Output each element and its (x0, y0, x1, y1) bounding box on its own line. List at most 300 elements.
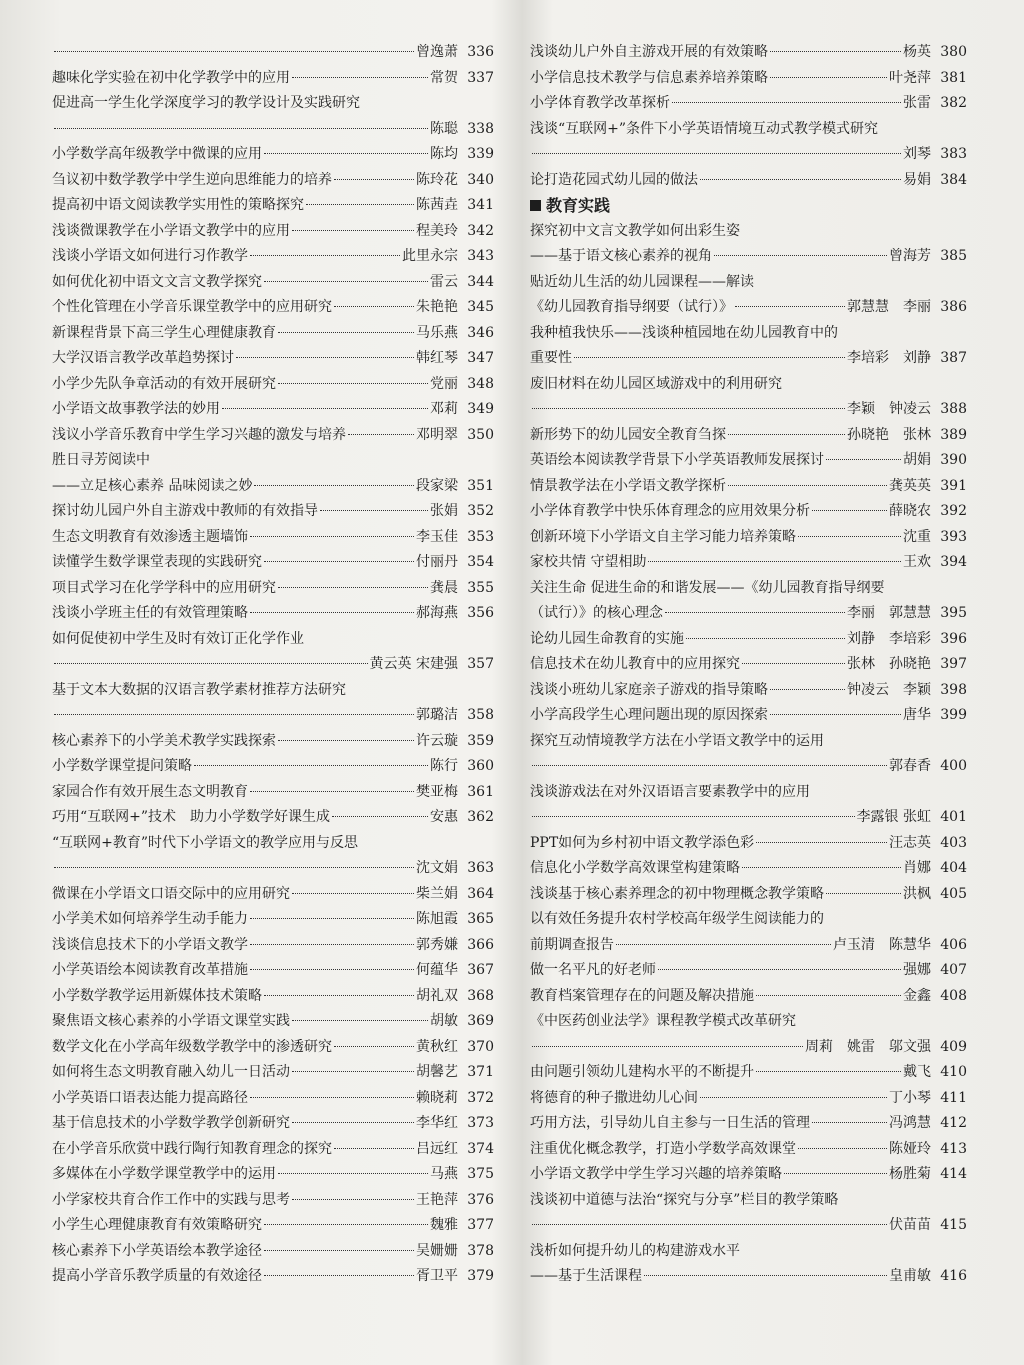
dot-leader (770, 51, 901, 52)
black-square-icon (530, 200, 541, 211)
toc-entry (52, 1239, 494, 1265)
entry-author: 此里永宗 (402, 248, 458, 264)
toc-entry (530, 270, 967, 296)
entry-title: 新课程背景下高三学生心理健康教育 (52, 324, 276, 341)
toc-entry (530, 142, 967, 168)
toc-entry (52, 601, 494, 627)
toc-entry (530, 1009, 967, 1035)
dot-leader (194, 765, 428, 766)
entry-page-number: 383 (940, 146, 967, 162)
entry-page-number: 389 (940, 426, 967, 443)
dot-leader (292, 230, 414, 231)
toc-entry (530, 754, 967, 780)
toc-entry (530, 1086, 967, 1112)
entry-title: “互联网+教育”时代下小学语文的教学应用与反思 (52, 834, 359, 851)
entry-author: 郭慧慧 李丽 (847, 299, 931, 315)
dot-leader (826, 459, 901, 460)
entry-author: 付丽丹 (416, 554, 458, 570)
toc-entry (52, 933, 494, 959)
entry-author: 李颖 钟凌云 (847, 401, 931, 417)
dot-leader (798, 536, 901, 537)
entry-page-number: 408 (940, 987, 967, 1004)
toc-entry (52, 270, 494, 296)
section-heading (530, 193, 967, 219)
toc-entry (530, 805, 967, 831)
entry-page-number: 346 (467, 324, 494, 341)
entry-author: 沈文娟 (416, 860, 458, 876)
entry-author: 郭秀嫌 (416, 936, 458, 953)
entry-page-number: 370 (467, 1038, 494, 1055)
entry-page-number: 344 (467, 273, 494, 290)
toc-entry (52, 295, 494, 321)
entry-page-number: 381 (940, 69, 967, 86)
toc-entry (530, 831, 967, 857)
toc-entry (52, 346, 494, 372)
entry-page-number: 393 (940, 528, 967, 545)
entry-title: 数学文化在小学高年级数学教学中的渗透研究 (52, 1038, 332, 1055)
toc-entry (52, 321, 494, 347)
entry-title: 小学少先队争章活动的有效开展研究 (52, 375, 276, 392)
entry-page-number: 406 (940, 936, 967, 953)
entry-author: 胡礼双 (416, 987, 458, 1004)
dot-leader (292, 893, 414, 894)
dot-leader (665, 612, 845, 613)
dot-leader (658, 969, 901, 970)
toc-entry (52, 40, 494, 66)
entry-page-number: 415 (940, 1217, 967, 1233)
entry-author: 汪志英 (889, 834, 931, 851)
dot-leader (756, 1071, 901, 1072)
entry-title: 核心素养下的小学美术教学实践探索 (52, 732, 276, 749)
entry-page-number: 404 (940, 860, 967, 876)
entry-title: 贴近幼儿生活的幼儿园课程——解读 (530, 273, 754, 290)
entry-page-number: 356 (467, 605, 494, 621)
entry-author: 常贺 (430, 69, 458, 86)
entry-title: 浅谈基于核心素养理念的初中物理概念教学策略 (530, 885, 824, 902)
toc-entry (530, 40, 967, 66)
entry-page-number: 372 (467, 1089, 494, 1106)
dot-leader (292, 77, 428, 78)
toc-entry (530, 1137, 967, 1163)
entry-author: 龚英英 (889, 477, 931, 494)
entry-page-number: 339 (467, 146, 494, 162)
section-title: 教育实践 (546, 196, 611, 215)
entry-author: 赖晓莉 (416, 1089, 458, 1106)
dot-leader (264, 995, 414, 996)
toc-entry (530, 168, 967, 194)
entry-title: 新形势下的幼儿园安全教育刍探 (530, 426, 726, 443)
entry-author: 钟凌云 李颖 (847, 681, 931, 698)
dot-leader (742, 663, 845, 664)
entry-page-number: 398 (940, 681, 967, 698)
dot-leader (264, 1250, 414, 1251)
entry-page-number: 377 (467, 1217, 494, 1233)
dot-leader (714, 255, 887, 256)
entry-title: 浅谈微课教学在小学语文教学中的应用 (52, 222, 290, 239)
toc-entry (530, 1162, 967, 1188)
entry-author: 冯鸿慧 (889, 1115, 931, 1131)
entry-title: 做一名平凡的好老师 (530, 962, 656, 978)
entry-title: 如何促使初中学生及时有效订正化学作业 (52, 630, 304, 647)
entry-author: 段家梁 (416, 477, 458, 494)
dot-leader (332, 816, 428, 817)
dot-leader (278, 1173, 428, 1174)
entry-page-number: 410 (940, 1064, 967, 1080)
entry-title: 创新环境下小学语文自主学习能力培养策略 (530, 528, 796, 545)
dot-leader (264, 561, 414, 562)
dot-leader (264, 1224, 428, 1225)
dot-leader (812, 510, 887, 511)
entry-author: 王艳萍 (416, 1191, 458, 1208)
entry-page-number: 352 (467, 503, 494, 519)
entry-title: 信息技术在幼儿教育中的应用探究 (530, 656, 740, 672)
entry-page-number: 412 (940, 1115, 967, 1131)
entry-title: 浅析如何提升幼儿的构建游戏水平 (530, 1242, 740, 1259)
entry-author: 易娟 (903, 171, 931, 188)
entry-title: 浅谈信息技术下的小学语文教学 (52, 936, 248, 953)
dot-leader (250, 1097, 414, 1098)
toc-entry (52, 244, 494, 270)
entry-title: 浅谈小班幼儿家庭亲子游戏的指导策略 (530, 681, 768, 698)
entry-author: 唐华 (903, 707, 931, 723)
entry-author: 曾海芳 (889, 248, 931, 264)
entry-author: 肖娜 (903, 860, 931, 876)
dot-leader (728, 485, 887, 486)
entry-author: 杨胜菊 (889, 1166, 931, 1182)
entry-author: 胥卫平 (416, 1268, 458, 1284)
entry-title: 巧用“互联网+”技术 助力小学数学好课生成 (52, 809, 331, 825)
entry-page-number: 362 (467, 809, 494, 825)
entry-title: ——基于语文核心素养的视角 (530, 248, 712, 264)
entry-page-number: 345 (467, 299, 494, 315)
toc-entry (52, 729, 494, 755)
entry-author: 皇甫敏 (889, 1268, 931, 1284)
dot-leader (292, 1020, 428, 1021)
entry-title: 个性化管理在小学音乐课堂教学中的应用研究 (52, 299, 332, 315)
entry-page-number: 354 (467, 554, 494, 570)
entry-title: 小学体育教学改革探析 (530, 95, 670, 111)
entry-title: 注重优化概念教学，打造小学数学高效课堂 (530, 1140, 796, 1157)
entry-title: 前期调查报告 (530, 936, 614, 953)
toc-entry (52, 1060, 494, 1086)
entry-page-number: 399 (940, 707, 967, 723)
entry-page-number: 369 (467, 1013, 494, 1029)
entry-title: 《幼儿园教育指导纲要（试行）》 (530, 299, 733, 315)
entry-title: 小学数学高年级教学中微课的应用 (52, 146, 262, 162)
entry-page-number: 378 (467, 1242, 494, 1259)
entry-page-number: 365 (467, 911, 494, 927)
toc-entry (52, 984, 494, 1010)
entry-title: 提高初中语文阅读教学实用性的策略探究 (52, 197, 304, 213)
entry-title: 关注生命 促进生命的和谐发展——《幼儿园教育指导纲要 (530, 579, 885, 596)
toc-entry (530, 397, 967, 423)
dot-leader (728, 434, 845, 435)
toc-entry (52, 1162, 494, 1188)
toc-entry (52, 958, 494, 984)
entry-title: 废旧材料在幼儿园区域游戏中的利用研究 (530, 375, 782, 392)
entry-author: 刘静 李培彩 (847, 630, 931, 647)
entry-title: 如何将生态文明教育融入幼儿一日活动 (52, 1064, 290, 1080)
entry-title: （试行）》的核心理念 (530, 605, 663, 621)
dot-leader (250, 944, 414, 945)
entry-title: 以有效任务提升农村学校高年级学生阅读能力的 (530, 911, 824, 927)
entry-page-number: 351 (467, 477, 494, 494)
dot-leader (334, 306, 414, 307)
entry-author: 马燕 (430, 1166, 458, 1182)
toc-entry (52, 831, 494, 857)
entry-title: 小学家校共育合作工作中的实践与思考 (52, 1191, 290, 1208)
entry-title: 家校共情 守望相助 (530, 554, 647, 570)
entry-author: 陈均 (430, 146, 458, 162)
toc-entry (530, 346, 967, 372)
dot-leader (264, 281, 428, 282)
toc-entry (52, 1009, 494, 1035)
entry-author: 戴飞 (903, 1064, 931, 1080)
entry-title: 论幼儿园生命教育的实施 (530, 630, 684, 647)
entry-author: 陈旭霞 (416, 911, 458, 927)
entry-page-number: 416 (940, 1268, 967, 1284)
entry-author: 雷云 (430, 273, 458, 290)
entry-author: 曾逸萧 (416, 44, 458, 60)
dot-leader (784, 1173, 887, 1174)
entry-title: 小学信息技术教学与信息素养培养策略 (530, 69, 768, 86)
entry-page-number: 349 (467, 401, 494, 417)
entry-author: 李丽 郭慧慧 (847, 605, 931, 621)
toc-entry (530, 423, 967, 449)
entry-title: 探究互动情境教学方法在小学语文教学中的运用 (530, 732, 824, 749)
dot-leader (700, 1097, 887, 1098)
entry-author: 李玉佳 (416, 528, 458, 545)
entry-page-number: 353 (467, 528, 494, 545)
toc-entry (530, 780, 967, 806)
entry-title: 论打造花园式幼儿园的做法 (530, 171, 698, 188)
entry-author: 吴姗姗 (416, 1242, 458, 1259)
dot-leader (334, 1046, 414, 1047)
entry-page-number: 366 (467, 936, 494, 953)
toc-entry (52, 627, 494, 653)
toc-entry (52, 576, 494, 602)
entry-author: 刘琴 (903, 146, 931, 162)
entry-title: 探究初中文言文教学如何出彩生姿 (530, 222, 740, 239)
entry-title: 家园合作有效开展生态文明教育 (52, 783, 248, 800)
entry-page-number: 357 (467, 656, 494, 672)
entry-author: 伏苗苗 (889, 1217, 931, 1233)
toc-entry (530, 958, 967, 984)
dot-leader (812, 1122, 887, 1123)
entry-title: 多媒体在小学数学课堂教学中的运用 (52, 1166, 276, 1182)
entry-title: ——立足核心素养 品味阅读之妙 (52, 477, 253, 494)
entry-title: 《中医药创业法学》课程教学模式改革研究 (530, 1013, 796, 1029)
entry-author: 沈重 (903, 528, 931, 545)
toc-entry (530, 474, 967, 500)
toc-entry (530, 448, 967, 474)
entry-page-number: 363 (467, 860, 494, 876)
dot-leader (532, 765, 887, 766)
dot-leader (532, 1224, 887, 1225)
toc-entry (52, 652, 494, 678)
entry-title: 探讨幼儿园户外自主游戏中教师的有效指导 (52, 503, 318, 519)
entry-title: 浅谈游戏法在对外汉语语言要素教学中的应用 (530, 783, 810, 800)
entry-page-number: 403 (940, 834, 967, 851)
dot-leader (532, 408, 845, 409)
toc-entry (530, 907, 967, 933)
entry-page-number: 407 (940, 962, 967, 978)
dot-leader (735, 306, 845, 307)
entry-author: 孙晓艳 张林 (847, 426, 931, 443)
entry-author: 柴兰娟 (416, 885, 458, 902)
entry-page-number: 348 (467, 375, 494, 392)
toc-entry (52, 448, 494, 474)
entry-page-number: 379 (467, 1268, 494, 1284)
toc-entry (530, 882, 967, 908)
toc-entry (52, 474, 494, 500)
entry-page-number: 401 (940, 809, 967, 825)
toc-entry (530, 1188, 967, 1214)
entry-title: 在小学音乐欣赏中践行陶行知教育理念的探究 (52, 1140, 332, 1157)
dot-leader (532, 816, 855, 817)
toc-entry (530, 703, 967, 729)
entry-author: 洪枫 (903, 885, 931, 902)
entry-author: 李培彩 刘静 (847, 350, 931, 366)
dot-leader (770, 714, 901, 715)
entry-page-number: 343 (467, 248, 494, 264)
entry-author: 樊亚梅 (416, 783, 458, 800)
dot-leader (798, 1148, 887, 1149)
toc-entry (530, 117, 967, 143)
toc-entry (52, 882, 494, 908)
entry-author: 陈行 (430, 758, 458, 774)
dot-leader (826, 893, 901, 894)
toc-entry (52, 66, 494, 92)
entry-author: 陈茜垚 (416, 197, 458, 213)
entry-page-number: 371 (467, 1064, 494, 1080)
entry-title: 浅谈“互联网+”条件下小学英语情境互动式教学模式研究 (530, 120, 879, 137)
dot-leader (54, 51, 414, 52)
entry-author: 丁小琴 (889, 1089, 931, 1106)
toc-entry (52, 1188, 494, 1214)
entry-author: 党丽 (430, 375, 458, 392)
toc-entry (530, 550, 967, 576)
entry-page-number: 382 (940, 95, 967, 111)
toc-right-bottom (530, 219, 967, 1290)
entry-page-number: 400 (940, 758, 967, 774)
toc-entry (530, 576, 967, 602)
toc-entry (52, 91, 494, 117)
entry-title: 浅议小学音乐教育中学生学习兴趣的激发与培养 (52, 426, 346, 443)
toc-entry (530, 372, 967, 398)
entry-page-number: 392 (940, 503, 967, 519)
toc-entry (530, 1111, 967, 1137)
dot-leader (686, 638, 845, 639)
dot-leader (264, 1275, 414, 1276)
entry-page-number: 387 (940, 350, 967, 366)
entry-page-number: 396 (940, 630, 967, 647)
dot-leader (616, 944, 831, 945)
dot-leader (306, 204, 414, 205)
dot-leader (292, 1199, 414, 1200)
entry-author: 韩红琴 (416, 350, 458, 366)
entry-page-number: 394 (940, 554, 967, 570)
entry-page-number: 367 (467, 962, 494, 978)
toc-entry (530, 1060, 967, 1086)
toc-right-top (530, 40, 967, 193)
entry-page-number: 409 (940, 1038, 967, 1055)
entry-author: 邓莉 (430, 401, 458, 417)
toc-entry (52, 117, 494, 143)
entry-title: 基于信息技术的小学数学教学创新研究 (52, 1115, 290, 1131)
entry-title: 小学数学教学运用新媒体技术策略 (52, 987, 262, 1004)
entry-page-number: 373 (467, 1115, 494, 1131)
toc-entry (52, 168, 494, 194)
toc-entry (52, 856, 494, 882)
entry-page-number: 338 (467, 120, 494, 137)
entry-title: 浅谈幼儿户外自主游戏开展的有效策略 (530, 44, 768, 60)
entry-author: 朱艳艳 (416, 299, 458, 315)
entry-page-number: 361 (467, 783, 494, 800)
dot-leader (334, 179, 414, 180)
dot-leader (250, 969, 414, 970)
entry-title: 胜日寻芳阅读中 (52, 452, 150, 468)
entry-page-number: 395 (940, 605, 967, 621)
entry-author: 金鑫 (903, 987, 931, 1004)
entry-author: 许云璇 (416, 732, 458, 749)
entry-author: 程美玲 (416, 222, 458, 239)
toc-entry (52, 219, 494, 245)
entry-author: 安惠 (430, 809, 458, 825)
entry-title: 如何优化初中语文文言文教学探究 (52, 273, 262, 290)
entry-author: 郝海燕 (416, 605, 458, 621)
entry-title: 小学语文教学中学生学习兴趣的培养策略 (530, 1166, 782, 1182)
dot-leader (254, 485, 414, 486)
entry-page-number: 413 (940, 1140, 967, 1157)
entry-page-number: 364 (467, 885, 494, 902)
entry-author: 卢玉清 陈慧华 (833, 936, 931, 953)
toc-entry (52, 372, 494, 398)
entry-author: 陈玲花 (416, 171, 458, 188)
entry-page-number: 368 (467, 987, 494, 1004)
toc-entry (530, 321, 967, 347)
entry-title: 聚焦语文核心素养的小学语文课堂实践 (52, 1013, 290, 1029)
dot-leader (278, 332, 414, 333)
entry-author: 魏雅 (430, 1217, 458, 1233)
dot-leader (278, 383, 428, 384)
entry-title: 趣味化学实验在初中化学教学中的应用 (52, 69, 290, 86)
entry-author: 张雷 (903, 95, 931, 111)
entry-page-number: 376 (467, 1191, 494, 1208)
entry-title: 巧用方法，引导幼儿自主参与一日生活的管理 (530, 1115, 810, 1131)
toc-entry (52, 703, 494, 729)
dot-leader (222, 408, 428, 409)
entry-title: 我种植我快乐——浅谈种植园地在幼儿园教育中的 (530, 324, 838, 341)
dot-leader (250, 612, 414, 613)
toc-entry (530, 499, 967, 525)
toc-column-right (530, 40, 967, 1290)
toc-entry (530, 1035, 967, 1061)
dot-leader (574, 357, 845, 358)
entry-title: 促进高一学生化学深度学习的教学设计及实践研究 (52, 95, 360, 111)
entry-title: 教育档案管理存在的问题及解决措施 (530, 987, 754, 1004)
entry-title: 小学英语绘本阅读教育改革措施 (52, 962, 248, 978)
entry-title: 小学语文故事教学法的妙用 (52, 401, 220, 417)
dot-leader (292, 1071, 414, 1072)
entry-title: 生态文明教育有效渗透主题墙饰 (52, 528, 248, 545)
entry-page-number: 340 (467, 171, 494, 188)
entry-title: 核心素养下小学英语绘本教学途径 (52, 1242, 262, 1259)
toc-entry (52, 1137, 494, 1163)
entry-author: 吕远红 (416, 1140, 458, 1157)
entry-page-number: 384 (940, 171, 967, 188)
entry-page-number: 337 (467, 69, 494, 86)
